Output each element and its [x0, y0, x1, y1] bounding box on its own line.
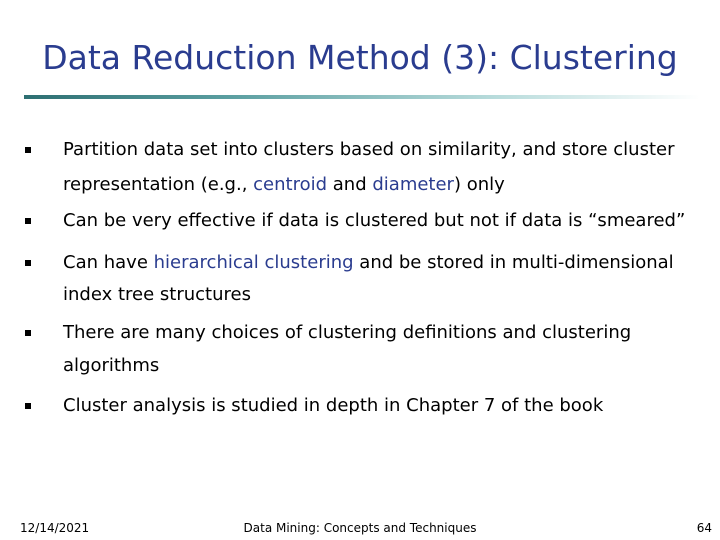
bullet-marker	[25, 147, 31, 153]
bullet-2-line-1: Can be very effective if data is clustered but not if data is “smeared”	[63, 210, 686, 231]
bullet-4-line-2: algorithms	[63, 355, 160, 376]
bullet-3-text-post: and be stored in multi-dimensional	[353, 252, 674, 273]
bullet-3-line-2: index tree structures	[63, 284, 251, 305]
slide-title: Data Reduction Method (3): Clustering	[42, 38, 678, 77]
diameter-term: diameter	[372, 174, 454, 195]
footer-title: Data Mining: Concepts and Techniques	[243, 521, 477, 535]
bullet-1-text-pre: representation (e.g.,	[63, 174, 254, 195]
footer-date: 12/14/2021	[20, 521, 90, 535]
bullet-marker	[25, 330, 31, 336]
bullet-1-line-1: Partition data set into clusters based on similarity, and store cluster	[63, 139, 675, 160]
bullet-5-line-1: Cluster analysis is studied in depth in Chapter 7 of the book	[63, 395, 604, 416]
bullet-1-line-2	[63, 174, 505, 195]
bullet-1-text-post: ) only	[453, 174, 505, 195]
bullet-3-text-pre: Can have	[63, 252, 154, 273]
hierarchical-clustering-term: hierarchical clustering	[153, 252, 354, 273]
bullet-3-line-1	[63, 252, 674, 273]
bullet-1-text-mid: and	[327, 174, 373, 195]
bullet-marker	[25, 403, 31, 409]
page-number: 64	[696, 521, 712, 535]
bullet-marker	[25, 218, 31, 224]
centroid-term: centroid	[253, 174, 328, 195]
bullet-marker	[25, 260, 31, 266]
bullet-4-line-1: There are many choices of clustering definitions and clustering	[63, 322, 632, 343]
